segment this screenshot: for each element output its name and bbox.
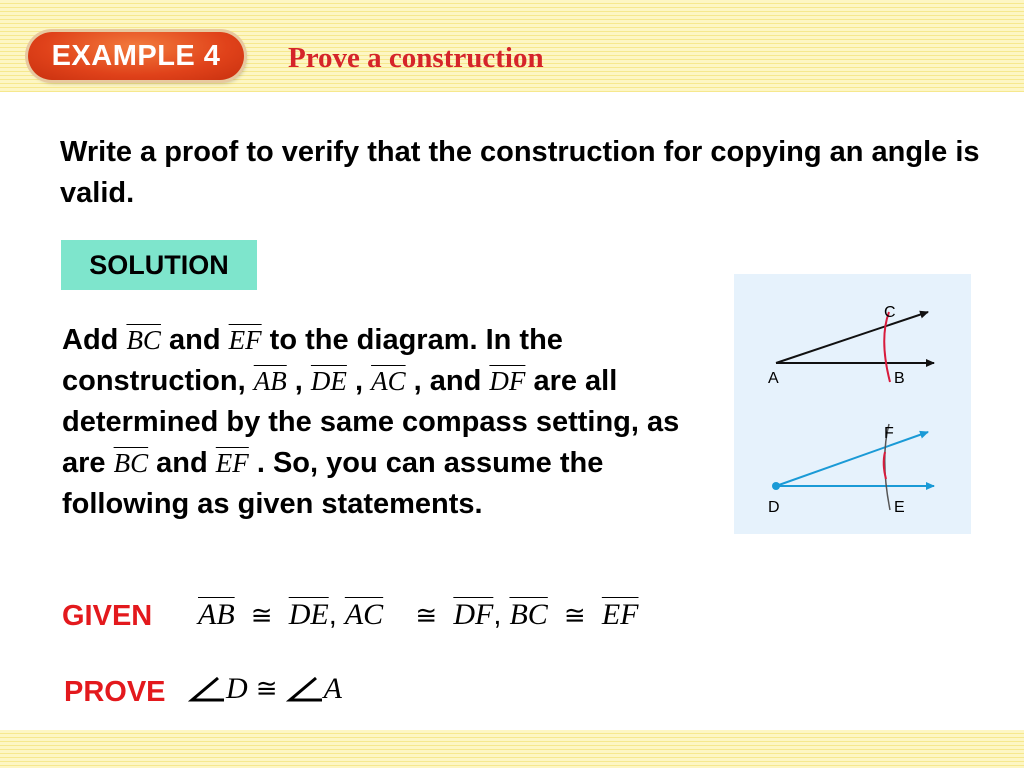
segment-ef: $\overline{EF}$ <box>215 448 249 478</box>
separator: , <box>328 599 337 631</box>
point-label-e: E <box>894 499 905 516</box>
segment-de: $\overline{DE}$ <box>310 366 347 396</box>
para-text: and <box>148 447 216 479</box>
point-label-a: A <box>768 370 779 387</box>
segment-bc: $\overline{BC}$ <box>126 325 161 355</box>
segment-ac: $\overline{AC}$ <box>371 366 406 396</box>
prove-label: PROVE <box>64 676 166 708</box>
point-d <box>772 482 780 490</box>
angle-icon <box>286 674 324 704</box>
angle-d: D <box>226 672 248 705</box>
segment-ef: $\overline{EF}$ <box>228 325 262 355</box>
segment-df: $\overline{DF}$ <box>453 598 494 631</box>
para-text: , and <box>405 365 490 397</box>
segment-ab: $\overline{AB}$ <box>253 366 287 396</box>
example-badge: EXAMPLE 4 <box>28 32 244 80</box>
page-title: Prove a construction <box>288 42 544 74</box>
construction-figure <box>734 274 971 534</box>
para-text: , <box>346 365 372 397</box>
congruent-symbol: ≅ <box>250 601 273 631</box>
segment-de: $\overline{DE}$ <box>288 598 329 631</box>
congruent-symbol: ≅ <box>563 601 586 631</box>
point-label-d: D <box>768 499 780 516</box>
solution-paragraph <box>62 320 702 525</box>
given-label: GIVEN <box>62 600 153 632</box>
para-text: are all determined by the same compass setting, as are <box>62 365 680 479</box>
problem-prompt: Write a proof to verify that the construction for copying an angle is valid. <box>60 136 980 209</box>
segment-ac: $\overline{AC}$ <box>344 598 384 631</box>
para-text: to the diagram. In the construction, <box>62 324 563 397</box>
ray-ac <box>776 312 928 363</box>
congruent-symbol: ≅ <box>415 601 438 631</box>
segment-bc: $\overline{BC}$ <box>509 598 548 631</box>
congruent-symbol: ≅ <box>255 674 278 704</box>
point-label-f: F <box>884 425 894 442</box>
segment-ab: $\overline{AB}$ <box>198 598 235 631</box>
footer-band <box>0 730 1024 768</box>
para-text: and <box>160 324 229 356</box>
para-text: , <box>286 365 311 397</box>
point-label-c: C <box>884 304 896 321</box>
segment-df: $\overline{DF}$ <box>489 366 526 396</box>
para-text: . So, you can assume the following as given statements. <box>62 447 604 520</box>
angle-icon <box>188 674 226 704</box>
prove-statement <box>188 672 342 706</box>
solution-label: SOLUTION <box>61 240 257 290</box>
para-text: Add <box>62 324 127 356</box>
angle-copy-diagram <box>734 274 971 534</box>
given-statement <box>198 598 639 632</box>
point-label-b: B <box>894 370 905 387</box>
separator: , <box>493 599 502 631</box>
ray-df <box>776 432 928 486</box>
segment-ef: $\overline{EF}$ <box>601 598 639 631</box>
segment-bc: $\overline{BC}$ <box>113 448 149 478</box>
compass-arc-top <box>884 312 890 382</box>
angle-a: A <box>323 672 342 705</box>
